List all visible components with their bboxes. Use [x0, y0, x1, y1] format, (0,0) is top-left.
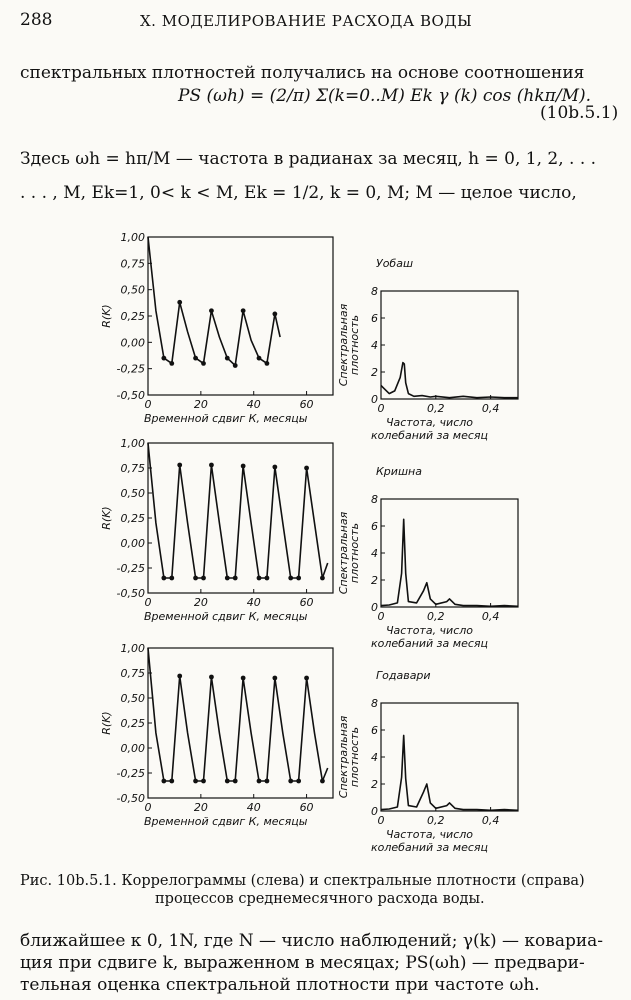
- plot-frame: [381, 499, 518, 607]
- series-line: [381, 519, 518, 606]
- data-point: [169, 576, 174, 581]
- y-tick-label: 6: [371, 312, 378, 325]
- x-axis-label: Временной сдвиг К, месяцы: [144, 815, 308, 828]
- data-point: [265, 576, 270, 581]
- y-tick-label: 0,75: [120, 462, 145, 475]
- y-tick-label: 8: [371, 493, 378, 506]
- data-point: [201, 576, 206, 581]
- x-tick-label: 0: [144, 596, 152, 609]
- y-tick-label: 0,25: [120, 512, 145, 525]
- x-tick-label: 60: [299, 398, 314, 411]
- y-tick-label: -0,25: [116, 362, 145, 376]
- data-point: [241, 464, 246, 469]
- figure: [0, 225, 631, 865]
- data-point: [320, 576, 325, 581]
- y-tick-label: 2: [371, 574, 378, 587]
- data-point: [257, 576, 262, 581]
- y-tick-label: 1,00: [120, 437, 145, 450]
- data-point: [241, 308, 246, 313]
- x-tick-label: 0,4: [481, 610, 500, 623]
- data-point: [161, 779, 166, 784]
- data-point: [265, 361, 270, 366]
- y-tick-label: 2: [371, 366, 378, 379]
- figure-caption: процессов среднемесячного расхода воды.: [155, 891, 485, 907]
- x-axis-label: Частота, число: [385, 828, 474, 841]
- y-tick-label: 4: [371, 547, 378, 560]
- x-axis-label: колебаний за месяц: [371, 429, 488, 442]
- x-axis-label: Временной сдвиг К, месяцы: [144, 412, 308, 425]
- y-tick-label: 8: [371, 697, 378, 710]
- x-axis-label: Частота, число: [385, 416, 474, 429]
- series-line: [148, 443, 328, 578]
- series-line: [381, 363, 518, 398]
- plot-frame: [148, 237, 333, 395]
- paragraph-line: ция при сдвиге k, выраженном в месяцах; PS(ωh) — предвари-: [20, 953, 585, 973]
- y-tick-label: 0: [371, 805, 378, 818]
- river-name: Кришна: [376, 465, 422, 478]
- data-point: [201, 779, 206, 784]
- data-point: [209, 675, 214, 680]
- y-tick-label: -0,50: [116, 389, 145, 402]
- y-axis-label: Спектральная: [337, 715, 350, 799]
- x-tick-label: 0,2: [427, 402, 445, 415]
- data-point: [233, 779, 238, 784]
- y-tick-label: 8: [371, 285, 378, 298]
- data-point: [265, 779, 270, 784]
- data-point: [272, 311, 277, 316]
- data-point: [209, 308, 214, 313]
- y-tick-label: 0,25: [120, 717, 145, 730]
- y-tick-label: 0,00: [120, 336, 145, 350]
- y-tick-label: 4: [371, 751, 378, 764]
- x-tick-label: 20: [193, 398, 208, 411]
- x-axis-label: колебаний за месяц: [371, 637, 488, 650]
- x-tick-label: 20: [193, 596, 208, 609]
- river-name: Уобаш: [376, 257, 414, 270]
- x-tick-label: 0,2: [427, 610, 445, 623]
- y-axis-label: R(K): [100, 711, 113, 735]
- x-axis-label: колебаний за месяц: [371, 841, 488, 854]
- data-point: [193, 576, 198, 581]
- page-number: 288: [20, 10, 53, 30]
- data-point: [169, 361, 174, 366]
- y-tick-label: 0: [371, 393, 378, 406]
- river-name: Годавари: [376, 669, 431, 682]
- series-line: [148, 648, 328, 781]
- y-tick-label: 0: [371, 601, 378, 614]
- data-point: [296, 779, 301, 784]
- x-tick-label: 0: [377, 402, 385, 415]
- y-tick-label: 0,25: [120, 310, 145, 323]
- y-tick-label: 6: [371, 724, 378, 737]
- y-tick-label: 4: [371, 339, 378, 352]
- paragraph-line: ближайшее к 0, 1N, где N — число наблюдений; γ(k) — ковариа-: [20, 931, 604, 951]
- y-tick-label: 0,00: [120, 742, 145, 755]
- figure-caption: Рис. 10b.5.1. Коррелограммы (слева) и спектральные плотности (справа): [20, 873, 585, 889]
- x-tick-label: 60: [299, 801, 314, 814]
- data-point: [233, 576, 238, 581]
- x-tick-label: 40: [246, 398, 261, 411]
- x-tick-label: 0: [377, 814, 385, 827]
- data-point: [296, 576, 301, 581]
- y-tick-label: 0,50: [120, 283, 145, 297]
- series-line: [148, 237, 280, 366]
- y-axis-label: R(K): [100, 506, 113, 530]
- y-axis-label: Спектральная: [337, 511, 350, 595]
- data-point: [193, 779, 198, 784]
- y-tick-label: -0,50: [116, 587, 145, 600]
- formula: PS (ωh) = (2/π) Σ(k=0..M) Ek γ (k) cos (hkπ/M).: [178, 86, 592, 106]
- y-tick-label: 0,00: [120, 537, 145, 550]
- y-tick-label: 0,75: [120, 257, 145, 271]
- plot-frame: [381, 703, 518, 811]
- y-tick-label: -0,50: [116, 792, 145, 805]
- running-head: X. МОДЕЛИРОВАНИЕ РАСХОДА ВОДЫ: [140, 12, 473, 30]
- x-tick-label: 20: [193, 801, 208, 814]
- data-point: [201, 361, 206, 366]
- x-tick-label: 0: [377, 610, 385, 623]
- data-point: [161, 576, 166, 581]
- formula-number: (10b.5.1): [540, 103, 619, 123]
- y-tick-label: 0,50: [120, 692, 145, 705]
- y-tick-label: -0,25: [116, 562, 145, 575]
- data-point: [304, 466, 309, 471]
- series-line: [381, 735, 518, 810]
- y-tick-label: 2: [371, 778, 378, 791]
- x-tick-label: 60: [299, 596, 314, 609]
- y-axis-label: плотность: [348, 314, 361, 376]
- data-point: [177, 463, 182, 468]
- x-tick-label: 0: [144, 398, 152, 411]
- paragraph-line: тельная оценка спектральной плотности при частоте ωh.: [20, 975, 540, 995]
- data-point: [272, 676, 277, 681]
- data-point: [288, 576, 293, 581]
- x-tick-label: 0,2: [427, 814, 445, 827]
- y-tick-label: 6: [371, 520, 378, 533]
- data-point: [209, 463, 214, 468]
- data-point: [241, 676, 246, 681]
- data-point: [272, 465, 277, 470]
- x-tick-label: 40: [246, 596, 261, 609]
- y-axis-label: Спектральная: [337, 303, 350, 387]
- paragraph-line: Здесь ωh = hπ/M — частота в радианах за месяц, h = 0, 1, 2, . . .: [20, 149, 597, 169]
- data-point: [288, 779, 293, 784]
- data-point: [177, 674, 182, 679]
- paragraph-line: . . . , M, Ek=1, 0< k < M, Ek = 1/2, k = 0, M; M — целое число,: [20, 183, 577, 203]
- data-point: [225, 779, 230, 784]
- y-axis-label: плотность: [348, 726, 361, 788]
- x-tick-label: 0,4: [481, 814, 500, 827]
- x-axis-label: Частота, число: [385, 624, 474, 637]
- data-point: [257, 356, 262, 361]
- data-point: [320, 779, 325, 784]
- y-axis-label: R(K): [100, 304, 113, 328]
- y-tick-label: 1,00: [120, 231, 145, 244]
- x-tick-label: 40: [246, 801, 261, 814]
- data-point: [169, 779, 174, 784]
- data-point: [233, 363, 238, 368]
- x-tick-label: 0: [144, 801, 152, 814]
- y-tick-label: -0,25: [116, 767, 145, 780]
- data-point: [257, 779, 262, 784]
- y-axis-label: плотность: [348, 522, 361, 584]
- data-point: [193, 356, 198, 361]
- data-point: [304, 676, 309, 681]
- paragraph-line: спектральных плотностей получались на основе соотношения: [20, 63, 585, 83]
- x-tick-label: 0,4: [481, 402, 500, 415]
- data-point: [177, 300, 182, 305]
- plot-frame: [381, 291, 518, 399]
- data-point: [225, 576, 230, 581]
- data-point: [225, 356, 230, 361]
- y-tick-label: 0,75: [120, 667, 145, 680]
- x-axis-label: Временной сдвиг К, месяцы: [144, 610, 308, 623]
- data-point: [161, 356, 166, 361]
- y-tick-label: 0,50: [120, 487, 145, 500]
- y-tick-label: 1,00: [120, 642, 145, 655]
